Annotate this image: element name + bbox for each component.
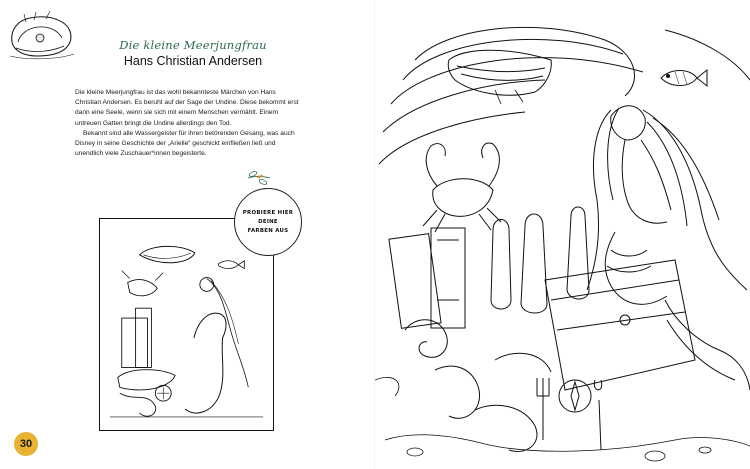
seabed-shells (375, 377, 750, 461)
right-page (375, 0, 750, 469)
mistletoe-sprig-icon (244, 166, 274, 188)
paragraph-1: Die kleine Meerjungfrau ist das wohl bekannteste Märchen von Hans Christian Andersen. Es beruht auf der Sage der Undine. Diese bekommt erst dann eine Seele, wenn sie sich mit einem Menschen vermählt. Einem untreuen Gatten bringt die Undine allerdings den Tod. (75, 89, 299, 127)
badge-line-2: FARBEN AUS (247, 227, 289, 234)
story-text (75, 88, 303, 159)
try-colors-badge (234, 188, 302, 256)
boat (448, 50, 551, 104)
mermaid-coloring-illustration (375, 0, 750, 469)
preview-mermaid-illustration (100, 219, 273, 430)
mermaid (587, 106, 750, 390)
page-number: 30 (14, 432, 38, 456)
paragraph-2: Bekannt sind alle Wassergeister für ihren betörenden Gesang, was auch Disney in seine Geschichte der „Arielle“ geschickt einfließen ließ und unendlich viele Zuschauer*innen begeisterte. (75, 129, 295, 158)
badge-text (241, 209, 295, 236)
books-and-bottles (389, 207, 589, 328)
author-name: Hans Christian Andersen (123, 54, 263, 68)
octopus-tentacles (405, 320, 551, 452)
badge-line-1: PROBIERE HIER DEINE (242, 209, 294, 225)
crab (423, 143, 501, 232)
oyster-pearl-icon (6, 8, 78, 62)
fish (661, 70, 707, 86)
story-title: Die kleine Meerjungfrau (119, 38, 267, 52)
